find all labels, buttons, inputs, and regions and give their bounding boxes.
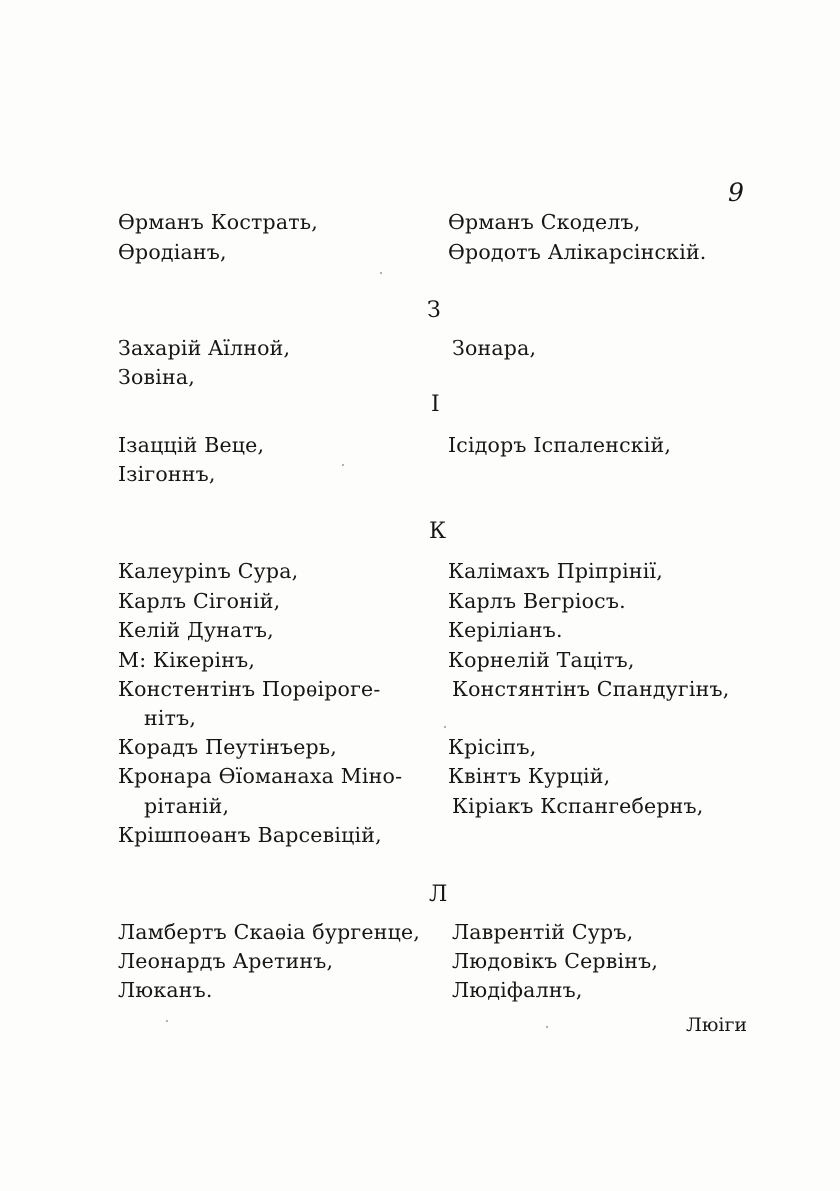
section-letter: З: [427, 298, 441, 323]
print-speck: [342, 464, 344, 466]
section-letter: К: [429, 519, 447, 544]
entry-left: Ламбертъ Скаѳіа бургенце,: [118, 920, 420, 944]
section-letter: І: [431, 392, 440, 417]
entry-left: Ізаццій Веце,: [118, 433, 265, 457]
entry-left: рітаній,: [144, 794, 230, 818]
entry-left: Захарій Aїлной,: [118, 336, 291, 360]
entry-left: Люканъ.: [118, 978, 213, 1002]
entry-right: Людіфалнъ,: [452, 978, 583, 1002]
entry-left: Келій Дунатъ,: [118, 618, 274, 642]
entry-right: Корнелій Тацітъ,: [448, 648, 635, 672]
entry-left: Карлъ Сігоній,: [118, 589, 281, 613]
entry-left: Зовіна,: [118, 365, 196, 389]
entry-left: М: Кікерінъ,: [118, 648, 256, 672]
entry-left: Крішпоѳанъ Варсевіцій,: [118, 823, 382, 847]
entry-right: Зонара,: [452, 336, 537, 360]
entry-right: Кіріакъ Кспангебернъ,: [452, 794, 704, 818]
entry-left: Корадъ Пеутінъерь,: [118, 735, 337, 759]
print-speck: [166, 1020, 168, 1022]
entry-left: Ѳрманъ Кострать,: [118, 210, 318, 234]
entry-right: Крісіпъ,: [448, 735, 537, 759]
page-number: 9: [728, 178, 744, 207]
section-letter: Л: [429, 882, 448, 907]
entry-left: Леонардъ Аретинъ,: [118, 949, 334, 973]
entry-right: Керіліанъ.: [448, 618, 563, 642]
entry-right: Калімахъ Пріпрінії,: [448, 559, 663, 583]
entry-right: Квінтъ Курцій,: [448, 764, 611, 788]
entry-left: нітъ,: [144, 706, 197, 730]
print-speck: [444, 726, 446, 728]
print-speck: [546, 1026, 548, 1028]
entry-right: Людовікъ Сервінъ,: [452, 949, 659, 973]
entry-right: Карлъ Вегріосъ.: [448, 589, 626, 613]
entry-right: Констянтінъ Спандугінъ,: [452, 677, 730, 701]
entry-left: Констентінъ Порѳірогe-: [118, 677, 381, 701]
print-speck: [380, 272, 382, 274]
entry-left: Ѳродіанъ,: [118, 240, 227, 264]
catchword: Люіги: [686, 1014, 748, 1036]
entry-right: Ісідоръ Іспаленскій,: [448, 433, 672, 457]
entry-right: Ѳрманъ Скоделъ,: [448, 210, 641, 234]
entry-left: Кронара Ѳїоманаха Міно-: [118, 764, 403, 788]
entry-right: Лаврентій Суръ,: [452, 920, 634, 944]
entry-left: Калеуріnъ Сура,: [118, 559, 299, 583]
entry-right: Ѳродотъ Алікарсінскій.: [448, 240, 707, 264]
entry-left: Ізігоннъ,: [118, 462, 216, 486]
